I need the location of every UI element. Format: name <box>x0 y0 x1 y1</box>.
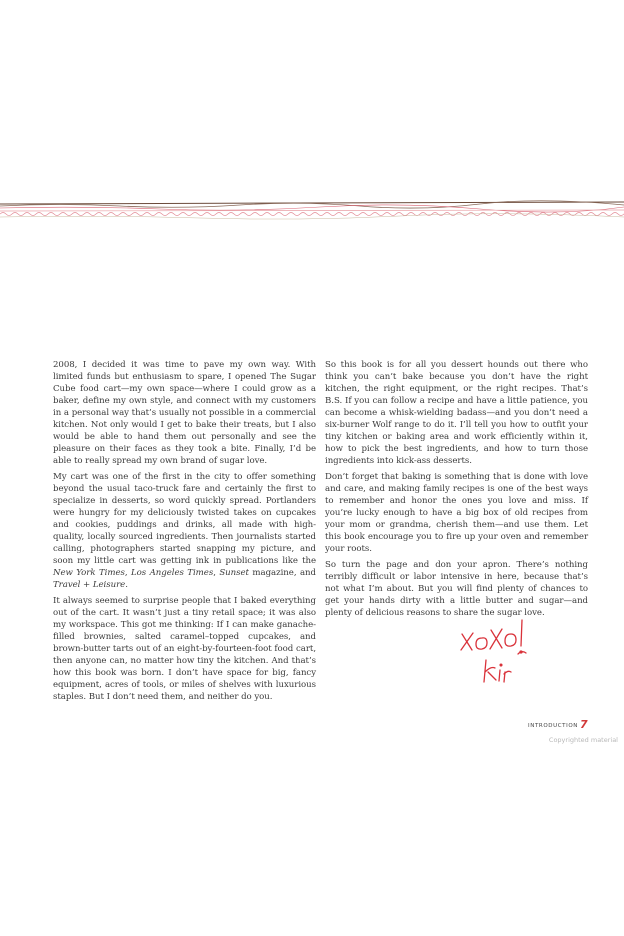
body-paragraph: Don’t forget that baking is something that is done with love and care, and making family recipes is one of the best ways to remember and honor the ones you love and miss. If you’re lucky enough to have a big box of old recipes from your mom or grandma, cherish them—and use them. Let this book encourage you to fire up your oven and remember your roots. <box>325 472 588 554</box>
body-paragraph: It always seemed to surprise people that I baked everything out of the cart. It wasn’t just a tiny retail space; it was also my workspace. This got me thinking: If I can make ganache-filled brownies, salted caramel–topped cupcakes, and brown-butter tarts out of an eight-by-fourteen-foot food cart, then anyone can, no matter how tiny the kitchen. And that’s how this book was born. I don’t have space for big, fancy equipment, acres of tools, or miles of shelves with luxurious staples. But I don’t need them, and neither do you. <box>53 596 316 702</box>
paragraph-text: My cart was one of the first in the city to offer something beyond the usual taco-truck fare and certainly the first to specialize in desserts, so word quickly spread. Portlanders were hungry for my deliciously twisted takes on cupcakes and cookies, puddings and drinks, all made with high-quality, locally sourced ingredients. Then journalists started calling, photographers started snapping my picture, and soon my little cart was getting ink in publications like the <box>53 472 316 566</box>
body-paragraph: So this book is for all you dessert hounds out there who think you can’t bake because you don’t have the right kitchen, the right equipment, or the right recipes. That’s B.S. If you can follow a recipe and have a little patience, you can become a whisk-wielding badass—and you don’t need a six-burner Wolf range to do it. I’ll tell you how to outfit your tiny kitchen or baking area and work efficiently within it, how to pick the best ingredients, and how to turn those ingredients into kick-ass desserts. <box>325 360 588 466</box>
paragraph-text: . <box>125 580 128 590</box>
section-label: INTRODUCTION <box>528 723 578 729</box>
body-paragraph: 2008, I decided it was time to pave my own way. With limited funds but enthusiasm to spare, I opened The Sugar Cube food cart—my own space—where I could grow as a baker, define my own style, and connect with my customers in a personal way that’s usually not possible in a commercial kitchen. Not only would I get to bake their treats, but I also would be able to hand them out personally and see the pleasure on their faces as they took a bite. Finally, I’d be able to really spread my own brand of sugar love. <box>53 360 316 466</box>
paragraph-text: magazine, and <box>248 568 316 578</box>
separator: , <box>124 568 131 578</box>
publication-name: Sunset <box>219 568 249 578</box>
right-text-column <box>325 359 588 623</box>
body-paragraph <box>53 471 316 591</box>
left-text-column <box>53 359 316 707</box>
copyright-notice: Copyrighted material <box>548 736 618 744</box>
separator: , <box>213 568 220 578</box>
body-paragraph: So turn the page and don your apron. There’s nothing terribly difficult or labor intensive in here, because that’s not what I’m about. But you will find plenty of chances to get your hands dirty with a little butter and sugar—and plenty of delicious reasons to share the sugar love. <box>325 560 588 618</box>
publication-name: Los Angeles Times <box>131 568 214 578</box>
page-number: 7 <box>580 718 588 731</box>
publication-name: Travel + Leisure <box>53 580 126 590</box>
publication-name: New York Times <box>53 568 125 578</box>
decorative-border <box>0 197 624 221</box>
handwritten-signature <box>458 612 538 688</box>
